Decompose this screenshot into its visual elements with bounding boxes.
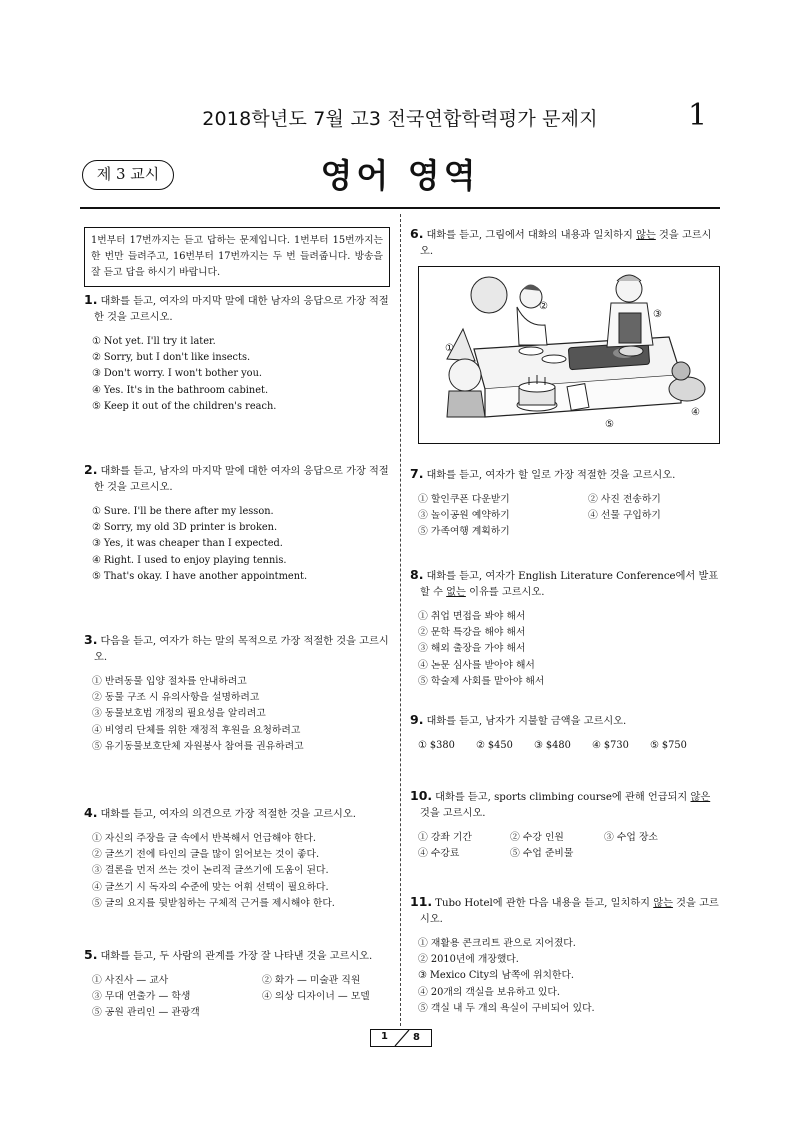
option: ④ Yes. It's in the bathroom cabinet. [92, 384, 269, 396]
option: ② Sorry, but I don't like insects. [92, 352, 251, 364]
option: ③ Yes, it was cheaper than I expected. [92, 538, 283, 550]
question-text-underlined: 않는 [636, 230, 656, 241]
session-badge: 제 3 교시 [82, 160, 174, 190]
exam-title: 2018학년도 7월 고3 전국연합학력평가 문제지 [202, 108, 598, 130]
question-text: 대화를 듣고, 여자의 의견으로 가장 적절한 것을 고르시오. [100, 809, 356, 820]
option: ⑤ That's okay. I have another appointment. [92, 570, 308, 582]
option: ③ 무대 연출가 — 학생 [92, 991, 191, 1003]
slash-divider [371, 1030, 431, 1046]
question-text: 것을 고르시오. [420, 898, 719, 925]
question-number: 7. [410, 466, 424, 481]
option: ⑤ 학술제 사회를 맡아야 해서 [418, 675, 545, 687]
option: ① 할인쿠폰 다운받기 [418, 494, 510, 505]
option: ④ 논문 심사를 받아야 해서 [418, 659, 535, 671]
question-text: 대화를 듣고, 두 사람의 관계를 가장 잘 나타낸 것을 고르시오. [100, 951, 373, 962]
current-page: 1 [381, 1031, 388, 1042]
option: ① 취업 면접을 봐야 해서 [418, 611, 526, 622]
question-text-underlined: 없는 [446, 587, 466, 598]
question-number: 10. [410, 788, 433, 803]
option: ③ 결론을 먼저 쓰는 것이 논리적 글쓰기에 도움이 된다. [92, 865, 329, 877]
question-text: 대화를 듣고, 여자가 할 일로 가장 적절한 것을 고르시오. [426, 470, 676, 481]
question-4 [84, 805, 394, 912]
marker-2: ② [539, 301, 548, 312]
question-3 [84, 632, 394, 755]
column-divider [400, 214, 401, 1026]
question-9 [410, 712, 720, 754]
option: ⑤ $750 [650, 740, 687, 751]
question-text: 대화를 듣고, 남자의 마지막 말에 대한 여자의 응답으로 가장 적절한 것을 고르시오. [94, 466, 389, 493]
question-text: 대화를 듣고, 여자의 마지막 말에 대한 남자의 응답으로 가장 적절한 것을 고르시오. [94, 296, 389, 323]
question-8 [410, 567, 720, 690]
question-text: 다음을 듣고, 여자가 하는 말의 목적으로 가장 적절한 것을 고르시오. [94, 636, 389, 663]
question-6 [410, 226, 720, 260]
option: ④ 수강료 [418, 848, 460, 860]
question-2 [84, 462, 394, 585]
option: ④ 선물 구입하기 [588, 510, 661, 522]
header-rule [80, 207, 720, 209]
question-number: 5. [84, 947, 98, 962]
option: ⑤ 객실 내 두 개의 욕실이 구비되어 있다. [418, 1002, 595, 1014]
question-number: 9. [410, 712, 424, 727]
option: ③ 해외 출장을 가야 해서 [418, 643, 526, 655]
option: ① 강좌 기간 [418, 832, 472, 843]
option: ③ 놀이공원 예약하기 [418, 510, 510, 522]
question-number: 6. [410, 226, 424, 241]
option: ③ $480 [534, 740, 571, 751]
option: ③ 수업 장소 [604, 832, 658, 843]
option: ④ 20개의 객실을 보유하고 있다. [418, 986, 560, 998]
question-text: 대화를 듣고, sports climbing course에 관해 언급되지 [435, 792, 691, 803]
question-text: 대화를 듣고, 여자가 English Literature Conference에서 발표할 수 [420, 571, 719, 598]
question-5 [84, 947, 394, 1022]
question-number: 8. [410, 567, 424, 582]
question-number: 3. [84, 632, 98, 647]
question-11 [410, 894, 720, 1017]
option: ④ 의상 디자이너 — 모델 [262, 991, 370, 1003]
option: ⑤ Keep it out of the children's reach. [92, 400, 277, 412]
option: ⑤ 유기동물보호단체 자원봉사 참여를 권유하려고 [92, 740, 304, 752]
option: ① Sure. I'll be there after my lesson. [92, 506, 274, 517]
option: ② 문학 특강을 해야 해서 [418, 627, 526, 639]
page-indicator [370, 1029, 432, 1047]
question-text: 이유를 고르시오. [465, 587, 545, 598]
question-7 [410, 466, 720, 541]
option: ③ Mexico City의 남쪽에 위치한다. [418, 970, 575, 982]
option: ① 반려동물 입양 절차를 안내하려고 [92, 676, 247, 687]
option: ① Not yet. I'll try it later. [92, 336, 216, 347]
marker-1: ① [445, 343, 454, 354]
option: ② Sorry, my old 3D printer is broken. [92, 522, 278, 534]
question-text: 대화를 듣고, 남자가 지불할 금액을 고르시오. [426, 716, 627, 727]
page-number: 1 [688, 98, 708, 133]
option: ① 자신의 주장을 글 속에서 반복해서 언급해야 한다. [92, 833, 316, 844]
option: ⑤ 공원 관리인 — 관광객 [92, 1007, 200, 1019]
option: ⑤ 글의 요지를 뒷받침하는 구체적 근거를 제시해야 한다. [92, 897, 335, 909]
question-number: 4. [84, 805, 98, 820]
question-number: 1. [84, 292, 98, 307]
listening-notice: 1번부터 17번까지는 듣고 답하는 문제입니다. 1번부터 15번까지는 한 번만 들려주고, 16번부터 17번까지는 두 번 들려줍니다. 방송을 잘 듣고 답을 하시기 바랍니다. [84, 227, 390, 287]
question-1 [84, 292, 394, 415]
option: ③ Don't worry. I won't bother you. [92, 368, 263, 380]
marker-3: ③ [653, 309, 662, 320]
question-text: Tubo Hotel에 관한 다음 내용을 듣고, 일치하지 [435, 898, 654, 909]
option: ① 재활용 콘크리트 관으로 지어졌다. [418, 938, 576, 949]
subject-title: 영어 영역 [320, 156, 480, 195]
question-text: 것을 고르시오. [420, 230, 712, 257]
option: ⑤ 수업 준비물 [510, 848, 574, 860]
option: ② 수강 인원 [510, 832, 564, 843]
option: ② 화가 — 미술관 직원 [262, 975, 361, 986]
question-6-illustration [418, 266, 720, 444]
marker-5: ⑤ [605, 419, 614, 430]
option: ② 글쓰기 전에 타인의 글을 많이 읽어보는 것이 좋다. [92, 849, 320, 861]
option: ④ 비영리 단체를 위한 재정적 후원을 요청하려고 [92, 724, 301, 736]
option: ④ $730 [592, 740, 629, 751]
option: ① 사진사 — 교사 [92, 975, 169, 986]
question-text-underlined: 않는 [653, 898, 673, 909]
marker-4: ④ [691, 407, 700, 418]
option: ② 2010년에 개장했다. [418, 954, 519, 966]
option: ④ Right. I used to enjoy playing tennis. [92, 554, 287, 566]
option: ② $450 [476, 740, 513, 751]
question-10 [410, 788, 720, 862]
question-number: 11. [410, 894, 433, 909]
option: ② 동물 구조 시 유의사항을 설명하려고 [92, 692, 260, 704]
total-pages: 8 [413, 1032, 420, 1043]
question-text: 것을 고르시오. [420, 808, 486, 819]
option: ② 사진 전송하기 [588, 494, 661, 505]
option: ④ 글쓰기 시 독자의 수준에 맞는 어휘 선택이 필요하다. [92, 881, 329, 893]
question-number: 2. [84, 462, 98, 477]
option: ⑤ 가족여행 계획하기 [418, 526, 510, 538]
question-text: 대화를 듣고, 그림에서 대화의 내용과 일치하지 [426, 230, 637, 241]
kitchen-party-drawing [419, 267, 719, 443]
option: ③ 동물보호법 개정의 필요성을 알리려고 [92, 708, 266, 720]
option: ① $380 [418, 740, 455, 751]
question-text-underlined: 않은 [690, 792, 711, 803]
